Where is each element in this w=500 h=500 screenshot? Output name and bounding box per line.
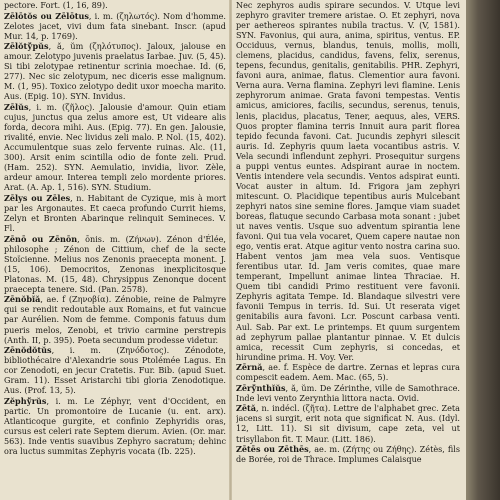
right-column <box>236 0 460 500</box>
entry-text: , ae. m. (Ζήτης ou Ζήθης). Zétès, fils de Borée, roi de Thrace. Implumes Calaisque <box>236 444 460 465</box>
dictionary-entry <box>236 444 460 464</box>
entry-text: , n. indécl. (ζῆτα). Lettre de l'alphabet grec. Zeta jacens si surgit, erit nota que significat N. Aus. (Idyl. 12, Litt. 11). Si sit divisum, cape zeta, vel ut trisyllabon fit. T. Maur. (Litt. 186). <box>236 403 460 444</box>
dictionary-entry <box>236 362 460 382</box>
dictionary-entry <box>4 11 226 41</box>
entry-headword: Zēlŏtўpŭs <box>4 41 49 52</box>
entry-text: , ae. f. Espèce de dartre. Zernas et lepras cura compescit eadem. Aem. Mac. (65, 5). <box>236 362 460 383</box>
entry-headword: Zēnŏbĭă <box>4 294 41 305</box>
entry-text: Nec zephyros audis spirare secundos. V. Utque levi zephyro graviter tremere aristae. O. Et zephyri, nova per aethereos spirantes nubila tractus. V. (V, 1581). SYN. Favonius, qui aura, anima, spiritus, ventus. EP. Occiduus, vernus, blandus, tenuis, mollis, molli, clemens, placidus, candidus, favens, felix, serenus, tepens, fecundus, genitalis, genitabilis. PHR. Zephyri, favoni aura, animae, flatus. Clementior aura favoni. Verna aura. Verna flamina. Zephyri levi flamine. Lenis zephyrorum animae. Grata favoni tempestas. Ventis amicus, amiciores, facilis, secundus, serenus, tenuis, lenis, placidus, placatus, Tener, aequus, ales, VERS. Quos propter flamina terris Innuit aura parit florea tepido fecunda favoni. Cat. Jucundis zephyri silescit auris. Id. Zephyris quum laeta vocantibus astris. V. Vela secundi inflendunt zephyri. Prosequitur surgens a puppi ventus euntes. Adspirant aurae in noctem. Ventis intendere vela secundis. Ventos adspirat eunti. Vocat auster in altum. Id. Frigora jam zephyri mitescunt. O. Placidique tepentibus auris Mulcebant zephyri natos sine semine flores. Jamque viam suadet boreas, flatuque secundo Carbasa mota sonant : jubet ut naves ventis. Usque suo adventum spirantia lene favoni. Qui tua vela vocaret, Quem capere nautae non ego, ventis erat. Atque agitur vento nostra carina suo. Habent ventos jam mea vela suos. Ventisque ferentibus utar. Id. Jam veris comites, quae mare temperant, Impellunt animae lintea Thraciae. H. Quem tibi candidi Primo restituent vere favonii. Zephyris agitata Tempe. Id. Blandaque silvestri vere favonii Tempus in terris. Id. Sui. Ut reserata viget genitabilis aura favoni. Lcr. Poscunt carbasa venti. Aul. Sab. Par ext. Le printemps. Et quum surgentem ad zephyrum pallae plantantur pinnae. V. Et dulcis amica, recessit Cum zephyris, si concedas, et hirundine prima. H. Voy. Ver. <box>236 0 460 362</box>
entry-headword: Zētă <box>236 403 257 414</box>
entry-headword: Zērnă <box>236 362 263 373</box>
entry-headword: Zēnō ou Zēnōn <box>4 233 78 244</box>
entry-text: , ă, ŭm. De Zérinthe, ville de Samothrace. Inde levi vento Zerynthia littora nacta. Ovid. <box>236 382 460 403</box>
entry-text: , i. m. (ζηλωτός). Nom d'homme. Zelotes jacet, vivi dum fata sinebant. Inscr. (apud Mur. 14, p. 1769). <box>4 10 226 41</box>
dictionary-entry <box>4 193 226 233</box>
entry-headword: Zēlŭs <box>4 101 29 112</box>
entry-text: , i. m. (Ζηνόδοτος). Zénodote, bibliothécaire d'Alexandrie sous Ptolémée Lagus. En cor Zenodoti, en jecur Cratetis. Fur. Bib. (apud Suet. Gram. 11). Esset Aristarchi tibi gloria Zenodotique. Aus. (Prof. 13, 5). <box>4 345 226 396</box>
dictionary-entry <box>4 345 226 395</box>
dictionary-entry <box>4 0 226 10</box>
entry-text: , ae. f (Ζηνοβία). Zénobie, reine de Palmyre qui se rendit redoutable aux Romains, et fut vaincue par Aurélien. Nom de femme. Componis fatuus dum pueris melos, Zenobi, et trivio carmine perstrepis (Anth. II, p. 395). Poeta secundum prodesse videtur. <box>4 294 226 345</box>
entry-headword: Zētēs ou Zēthēs <box>236 444 309 455</box>
dictionary-entry <box>4 396 226 456</box>
dictionary-entry <box>4 41 226 101</box>
page-edge-shadow <box>466 0 500 500</box>
entry-text: , ōnis. m. (Ζήνων). Zénon d'Élée, philosophe ; Zénon de Cittium, chef de la secte Stoïcienne. Melius nos Zenonis praecepta monent. J. (15, 106). Democritos, Zenonas inexplicitosque Platonas. M. (15, 48). Chrysippus Zenonque docent praecepta tenere. Sid. (Pan. 2578). <box>4 233 226 294</box>
dictionary-entry <box>4 102 226 192</box>
column-gutter <box>229 0 232 500</box>
entry-headword: Zērўnthĭŭs <box>236 382 286 393</box>
dictionary-entry <box>236 403 460 443</box>
entry-headword: Zēlōtŏs ou Zēlōtus <box>4 10 89 21</box>
entry-text: , i. m. Le Zéphyr, vent d'Occident, en partic. Un promontoire de Lucanie (u. ent. arx). Atlanticoque gurgite, et confinio Zephyridis oras, cursus est celeri rate Septem dierum. Avien. (Or. mar. 563). Inde ventis suavibus Zephyro sacratum; dehinc ora luctus summitas Zephyris vocata (Ib. 225). <box>4 395 226 457</box>
dictionary-entry <box>236 383 460 403</box>
entry-headword: Zēlys ou Zēles <box>4 192 71 203</box>
entry-text: , n. Habitant de Cyzique, mis à mort par les Argonautes. Et caeca profundo Currit hiems, Zelyn et Bronten Abarinque relinquit Semineces. V. Fl. <box>4 192 226 234</box>
dictionary-entry <box>4 234 226 294</box>
dictionary-entry <box>236 0 460 362</box>
entry-headword: Zēnŏdŏtŭs <box>4 345 52 356</box>
entry-headword: Zĕphўrŭs <box>4 395 47 406</box>
left-column <box>4 0 226 500</box>
entry-text: pectore. Fort. (1, 16, 89). <box>4 0 108 10</box>
dictionary-entry <box>4 294 226 344</box>
entry-text: , i. m. (ζῆλος). Jalousie d'amour. Quin etiam cujus, junctus qua zelus amore est, Ut videare alis forda, decora mihi. Aus. (Epig. 77). En gen. Jalousie, rivalité, envie. Nec lividus zeli malo. P. Nol. (15, 402). Accumulentque suas zelo fervente ruinas. Alc. (11, 300). Arsit enim scintilla odio de fonte zeli. Prud. (Ham. 252). SYN. Aemulatio, invidia, livor. Zèle, ardeur amour. Interea templi zelo mordente priores. Arat. (A. Ap. 1, 516). SYN. Studium. <box>4 101 226 193</box>
entry-text: , ă, ŭm (ζηλότυπος). Jaloux, jalouse en amour. Zelotypo juvenis praelatus Iarbae. Juv. (5, 45). Si tibi zelotypae retinentur scrinia moechae. Id. (6, 277). Nec sic zelotypum, nec diceris esse malignum. M. (1, 95). Toxico zelotypo dedit uxor moecha marito. Aus. (Epig. 10). SYN. Invidus. <box>4 41 226 102</box>
